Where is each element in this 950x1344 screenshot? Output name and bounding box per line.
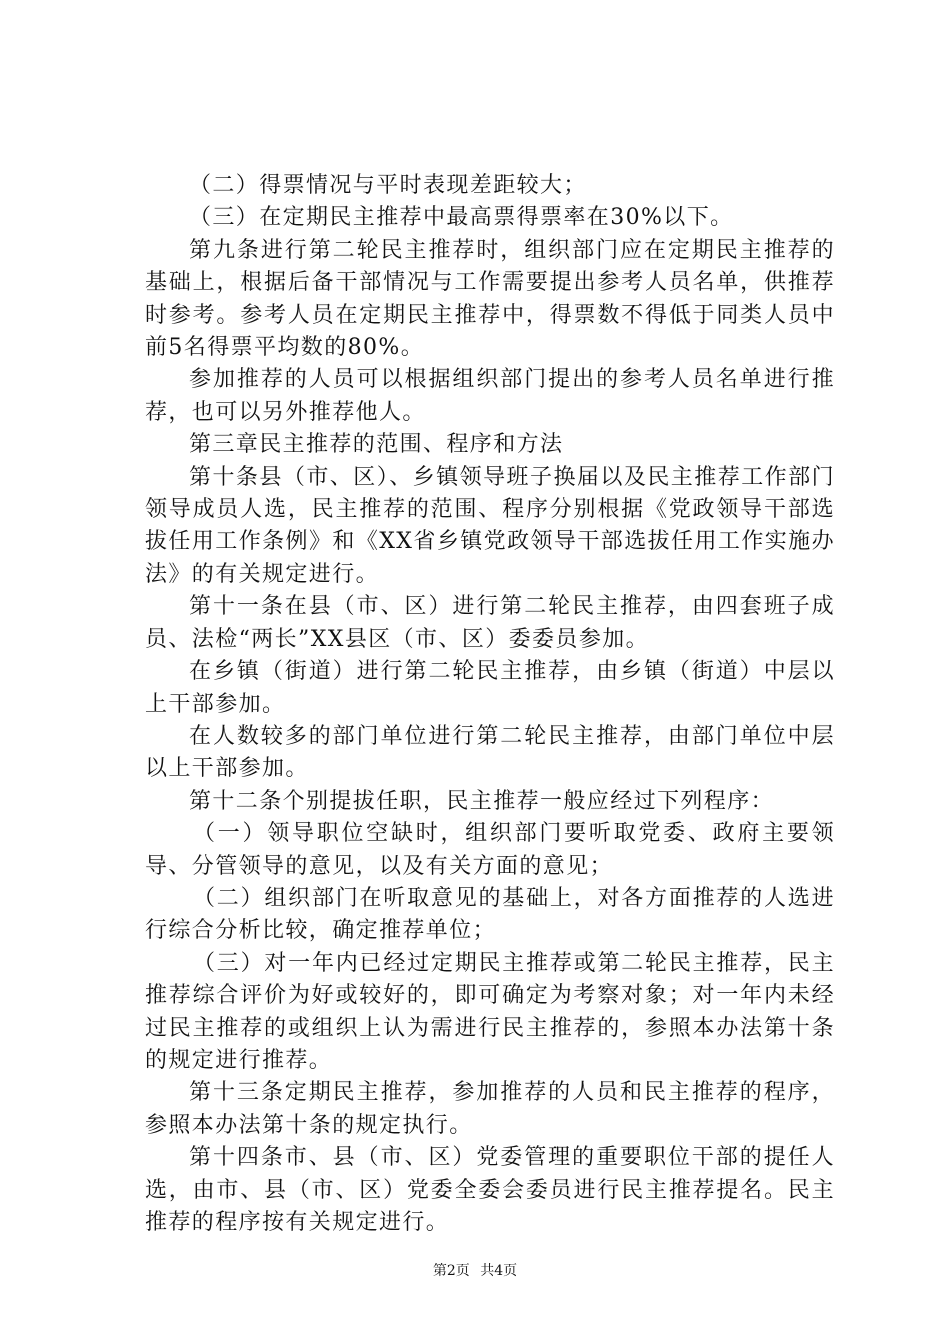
list-item: （二）组织部门在听取意见的基础上，对各方面推荐的人选进行综合分析比较，确定推荐单位； (145, 885, 835, 944)
paragraph: 第十条县（市、区）、乡镇领导班子换届以及民主推荐工作部门领导成员人选，民主推荐的范围、程序分别根据《党政领导干部选拔任用工作条例》和《XX省乡镇党政领导干部选拔任用工作实施办法》的有关规定进行。 (145, 464, 835, 587)
paragraph: 第九条进行第二轮民主推荐时，组织部门应在定期民主推荐的基础上，根据后备干部情况与工作需要提出参考人员名单，供推荐时参考。参考人员在定期民主推荐中，得票数不得低于同类人员中前5名得票平均数的80%。 (145, 237, 835, 361)
paragraph: （三）在定期民主推荐中最高票得票率在30%以下。 (189, 205, 734, 231)
paragraph: （二）得票情况与平时表现差距较大； (189, 173, 587, 198)
paragraph: 在人数较多的部门单位进行第二轮民主推荐，由部门单位中层以上干部参加。 (145, 723, 835, 782)
page-total: 共4页 (480, 1263, 518, 1279)
page-footer (0, 1261, 950, 1281)
paragraph: 在乡镇（街道）进行第二轮民主推荐，由乡镇（街道）中层以上干部参加。 (145, 659, 835, 717)
paragraph: 第十三条定期民主推荐，参加推荐的人员和民主推荐的程序，参照本办法第十条的规定执行。 (145, 1080, 835, 1138)
list-item: （一）领导职位空缺时，组织部门要听取党委、政府主要领导、分管领导的意见，以及有关方面的意见； (145, 821, 835, 879)
page-number: 第2页 (432, 1263, 470, 1279)
chapter-heading: 第三章民主推荐的范围、程序和方法 (189, 432, 564, 458)
paragraph: 第十二条个别提拔任职，民主推荐一般应经过下列程序： (189, 788, 775, 814)
list-item: （三）对一年内已经过定期民主推荐或第二轮民主推荐，民主推荐综合评价为好或较好的，即可确定为考察对象；对一年内未经过民主推荐的或组织上认为需进行民主推荐的，参照本办法第十条的规定进行推荐。 (145, 950, 835, 1073)
paragraph: 参加推荐的人员可以根据组织部门提出的参考人员名单进行推荐，也可以另外推荐他人。 (145, 367, 835, 425)
paragraph: 第十一条在县（市、区）进行第二轮民主推荐，由四套班子成员、法检“两长”XX县区（市、区）委委员参加。 (145, 594, 835, 652)
paragraph: 第十四条市、县（市、区）党委管理的重要职位干部的提任人选，由市、县（市、区）党委全委会委员进行民主推荐提名。民主推荐的程序按有关规定进行。 (145, 1145, 835, 1235)
document-body (145, 170, 835, 1239)
